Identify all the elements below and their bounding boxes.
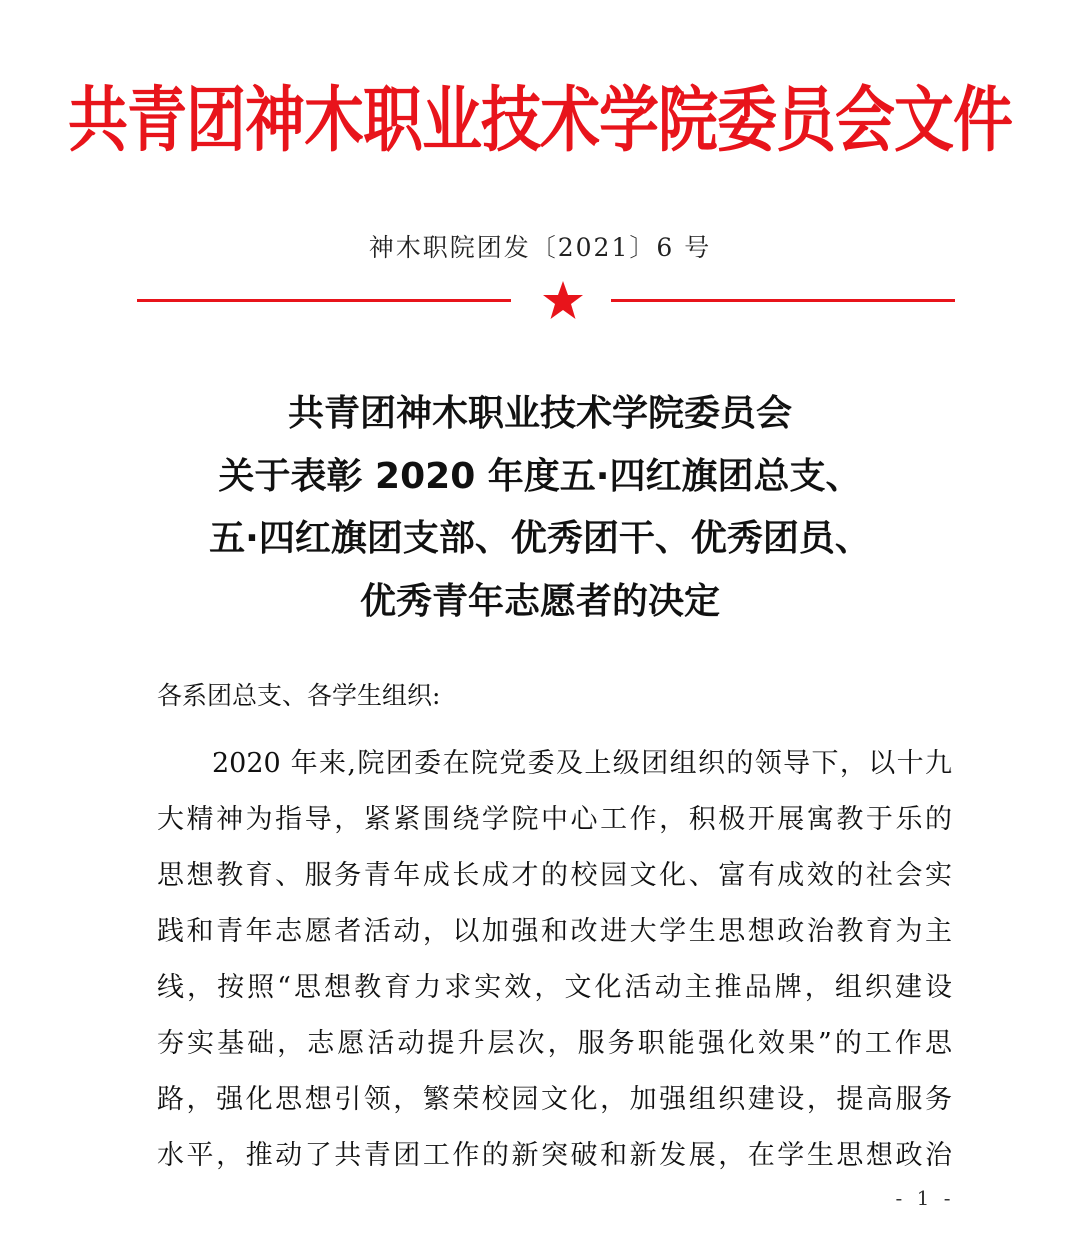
title-line-4: 优秀青年志愿者的决定 [359, 580, 720, 622]
salutation: 各系团总支、各学生组织: [157, 681, 441, 710]
document-number: 神木职院团发〔2021〕6 号 [368, 233, 712, 262]
red-divider-right [611, 299, 955, 302]
page-number: - 1 - [895, 1186, 955, 1210]
body-line-2: 大精神为指导，紧紧围绕学院中心工作，积极开展寓教于乐的 [157, 804, 952, 835]
document-title [0, 383, 1080, 633]
body-line-4: 践和青年志愿者活动，以加强和改进大学生思想政治教育为主 [157, 916, 952, 947]
title-line-1: 共青团神木职业技术学院委员会 [287, 393, 792, 434]
body-line-7: 路，强化思想引领，繁荣校园文化，加强组织建设，提高服务 [157, 1084, 952, 1115]
body-line-3: 思想教育、服务青年成长成才的校园文化、富有成效的社会实 [157, 860, 952, 891]
title-line-3: 五·四红旗团支部、优秀团干、优秀团员、 [209, 518, 871, 559]
red-star-icon [542, 280, 584, 320]
title-line-2: 关于表彰 2020 年度五·四红旗团总支、 [218, 455, 862, 497]
body-line-1: 2020 年来,院团委在院党委及上级团组织的领导下，以十九 [212, 748, 952, 779]
body-line-8: 水平，推动了共青团工作的新突破和新发展，在学生思想政治 [157, 1140, 952, 1171]
red-divider-left [137, 299, 511, 302]
masthead-title: 共青团神木职业技术学院委员会文件 [68, 79, 1012, 163]
body-line-5: 线，按照“思想教育力求实效，文化活动主推品牌，组织建设 [157, 972, 952, 1003]
body-line-6: 夯实基础，志愿活动提升层次，服务职能强化效果”的工作思 [157, 1028, 952, 1059]
